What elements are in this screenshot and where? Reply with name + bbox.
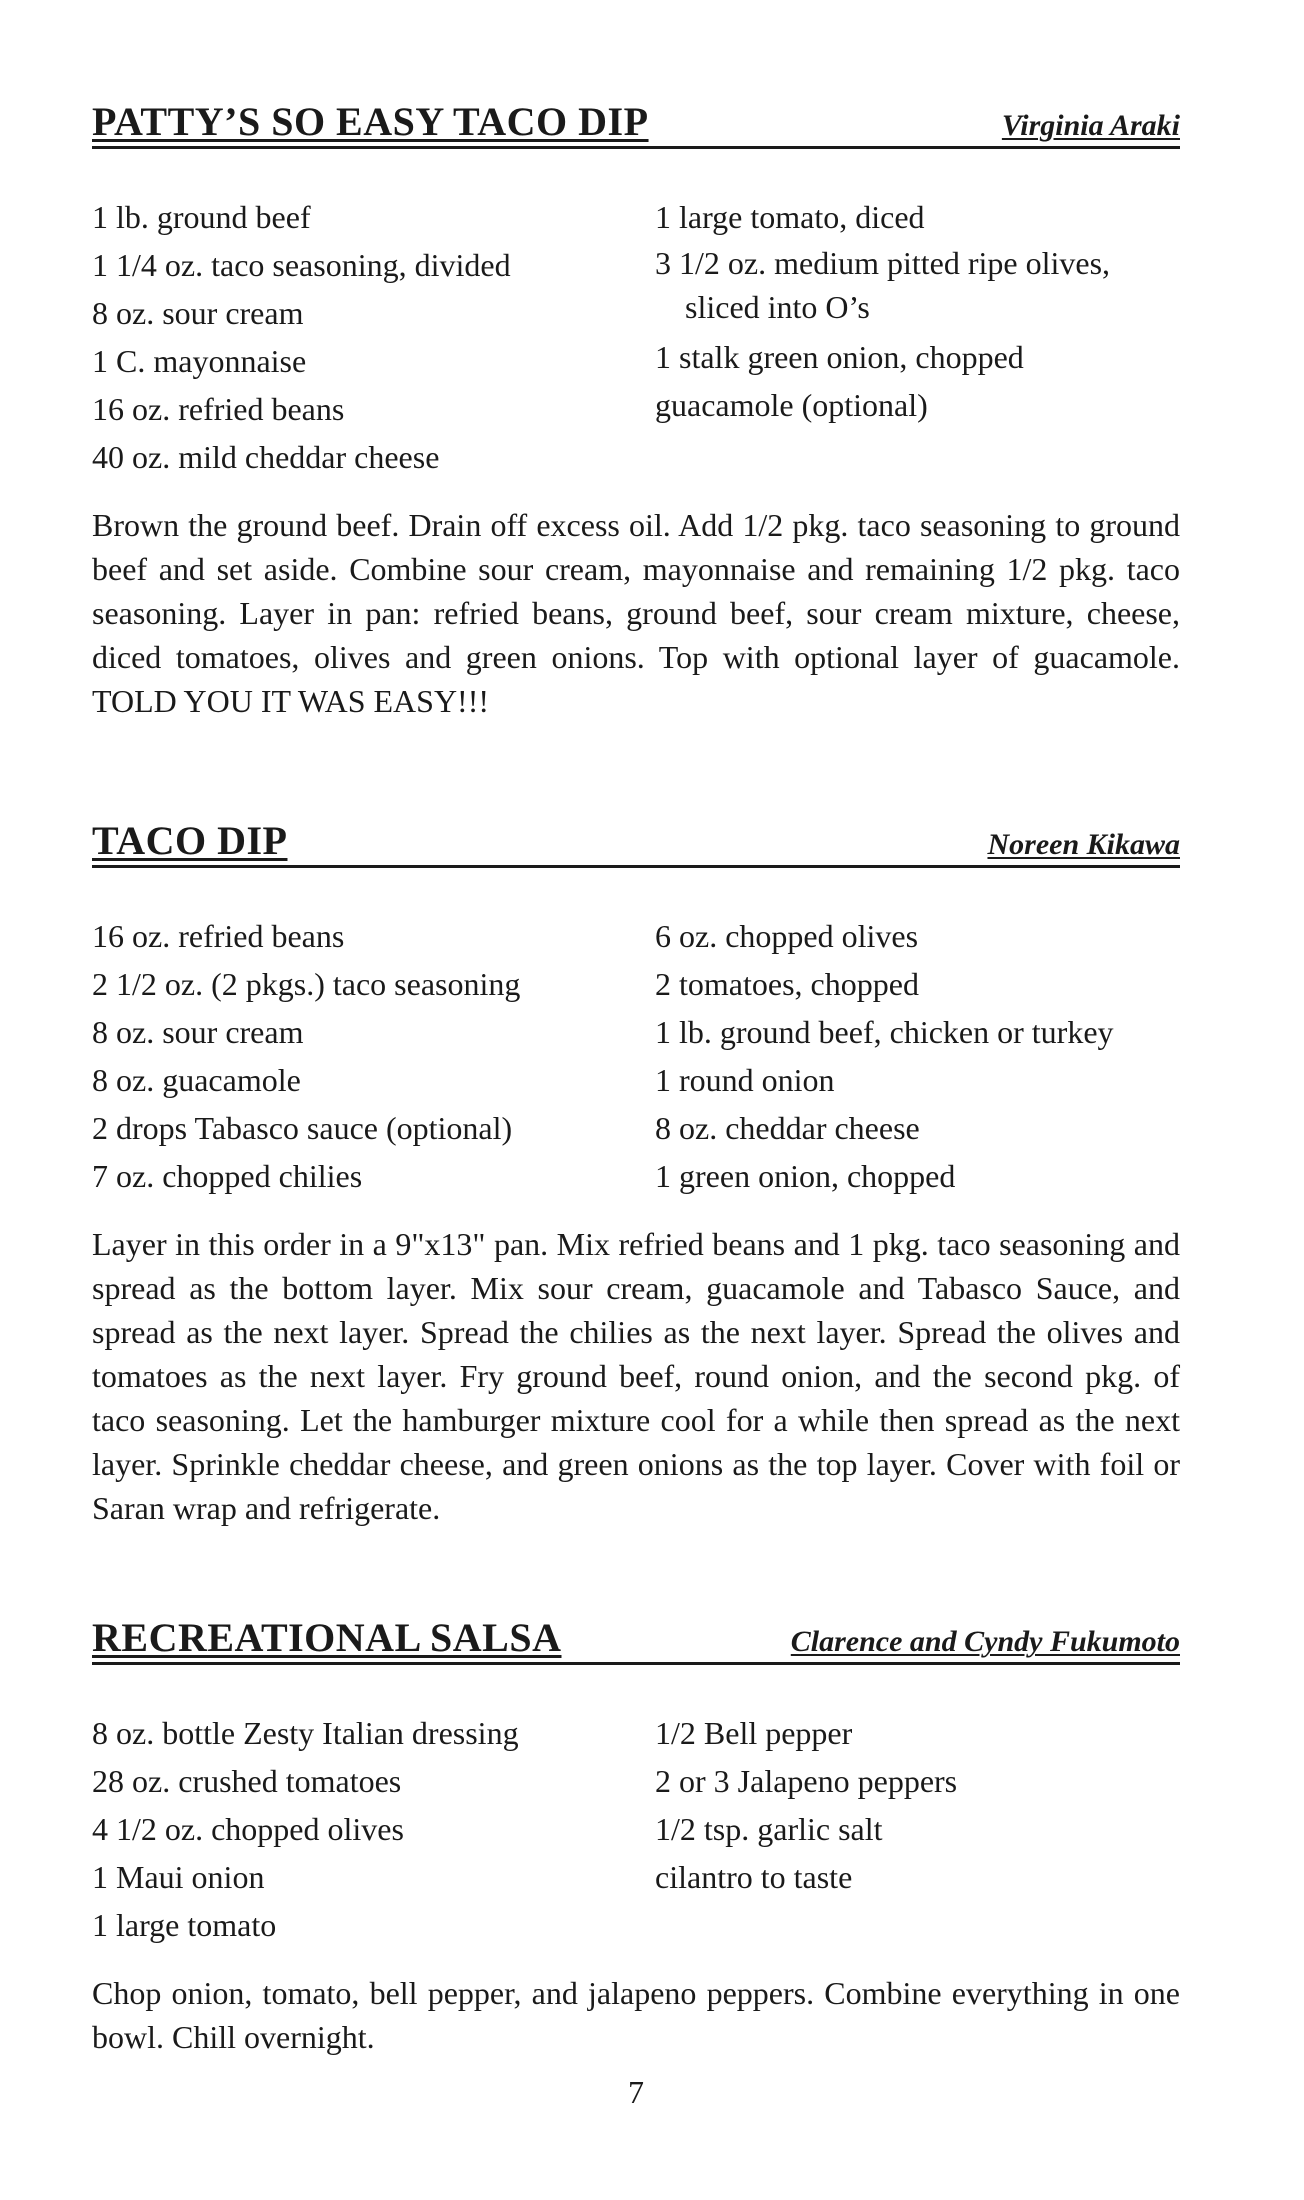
recipe-directions: Chop onion, tomato, bell pepper, and jalapeno peppers. Combine everything in one bowl. Chill overnight. (92, 1975, 1180, 2055)
ingredient-item: 7 oz. chopped chilies (92, 1158, 363, 1194)
ingredient-item: 1 large tomato, diced (655, 199, 925, 235)
ingredient-item: 1 1/4 oz. taco seasoning, divided (92, 247, 511, 283)
recipe-header (92, 96, 1180, 149)
ingredient-item: 4 1/2 oz. chopped olives (92, 1811, 404, 1847)
ingredient-list (92, 1709, 1180, 1949)
recipe-pattys-so-easy-taco-dip (92, 96, 1180, 723)
ingredient-column-right (655, 193, 1180, 481)
cookbook-page (92, 0, 1180, 2200)
ingredient-item: 16 oz. refried beans (92, 918, 345, 954)
recipe-taco-dip (92, 815, 1180, 1530)
ingredient-item: 8 oz. cheddar cheese (655, 1110, 920, 1146)
recipe-title: RECREATIONAL SALSA (92, 1615, 562, 1660)
recipe-title: PATTY’S SO EASY TACO DIP (92, 99, 649, 144)
ingredient-item: 1 round onion (655, 1062, 835, 1098)
recipe-title: TACO DIP (92, 818, 288, 863)
ingredient-item: 2 1/2 oz. (2 pkgs.) taco seasoning (92, 966, 521, 1002)
ingredient-list (92, 912, 1180, 1200)
ingredient-item: 1 green onion, chopped (655, 1158, 956, 1194)
ingredient-item: 2 tomatoes, chopped (655, 966, 919, 1002)
ingredient-item: 1/2 tsp. garlic salt (655, 1811, 883, 1847)
ingredient-item: 8 oz. guacamole (92, 1062, 301, 1098)
ingredient-column-left (92, 912, 655, 1200)
recipe-author: Virginia Araki (1001, 109, 1180, 142)
recipe-header (92, 815, 1180, 868)
ingredient-column-left (92, 1709, 655, 1949)
ingredient-item: 6 oz. chopped olives (655, 918, 919, 954)
recipe-recreational-salsa (92, 1612, 1180, 2059)
ingredient-item: 8 oz. sour cream (92, 295, 304, 331)
ingredient-column-right (655, 1709, 1180, 1949)
ingredient-item: 2 or 3 Jalapeno peppers (655, 1763, 958, 1799)
ingredient-item: guacamole (optional) (655, 387, 928, 423)
ingredient-item: 1 C. mayonnaise (92, 343, 307, 379)
ingredient-item: 1/2 Bell pepper (655, 1715, 853, 1751)
ingredient-list (92, 193, 1180, 481)
ingredient-column-left (92, 193, 655, 481)
recipe-directions: Layer in this order in a 9"x13" pan. Mix refried beans and 1 pkg. taco seasoning and spread as the bottom layer. Mix sour cream, guacamole and Tabasco Sauce, and spread as the next layer. Spread the chilies as the next layer. Spread the olives and tomatoes as the next layer. Fry ground beef, round onion, and the second pkg. of taco seasoning. Let the hamburger mixture cool for a while then spread as the next layer. Sprinkle cheddar cheese, and green onions as the top layer. Cover with foil or Saran wrap and refrigerate. (92, 1226, 1180, 1526)
ingredient-item: 2 drops Tabasco sauce (optional) (92, 1110, 513, 1146)
recipe-header (92, 1612, 1180, 1665)
ingredient-item: 1 lb. ground beef (92, 199, 311, 235)
ingredient-item: 1 large tomato (92, 1907, 277, 1943)
ingredient-item: 28 oz. crushed tomatoes (92, 1763, 402, 1799)
ingredient-item: 16 oz. refried beans (92, 391, 345, 427)
recipe-author: Clarence and Cyndy Fukumoto (790, 1625, 1180, 1658)
recipe-directions: Brown the ground beef. Drain off excess oil. Add 1/2 pkg. taco seasoning to ground beef and set aside. Combine sour cream, mayonnaise and remaining 1/2 pkg. taco seasoning. Layer in pan: refried beans, ground beef, sour cream mixture, cheese, diced tomatoes, olives and green onions. Top with optional layer of guacamole. TOLD YOU IT WAS EASY!!! (92, 507, 1180, 719)
ingredient-column-right (655, 912, 1180, 1200)
ingredient-item: 1 stalk green onion, chopped (655, 339, 1024, 375)
ingredient-item: 40 oz. mild cheddar cheese (92, 439, 440, 475)
ingredient-item: 8 oz. sour cream (92, 1014, 304, 1050)
page-number: 7 (628, 2074, 644, 2110)
ingredient-item: cilantro to taste (655, 1859, 853, 1895)
ingredient-item: 1 lb. ground beef, chicken or turkey (655, 1014, 1114, 1050)
recipe-author: Noreen Kikawa (987, 828, 1180, 861)
ingredient-item: 3 1/2 oz. medium pitted ripe olives, sliced into O’s (655, 245, 1111, 325)
ingredient-item: 8 oz. bottle Zesty Italian dressing (92, 1715, 519, 1751)
ingredient-item: 1 Maui onion (92, 1859, 265, 1895)
